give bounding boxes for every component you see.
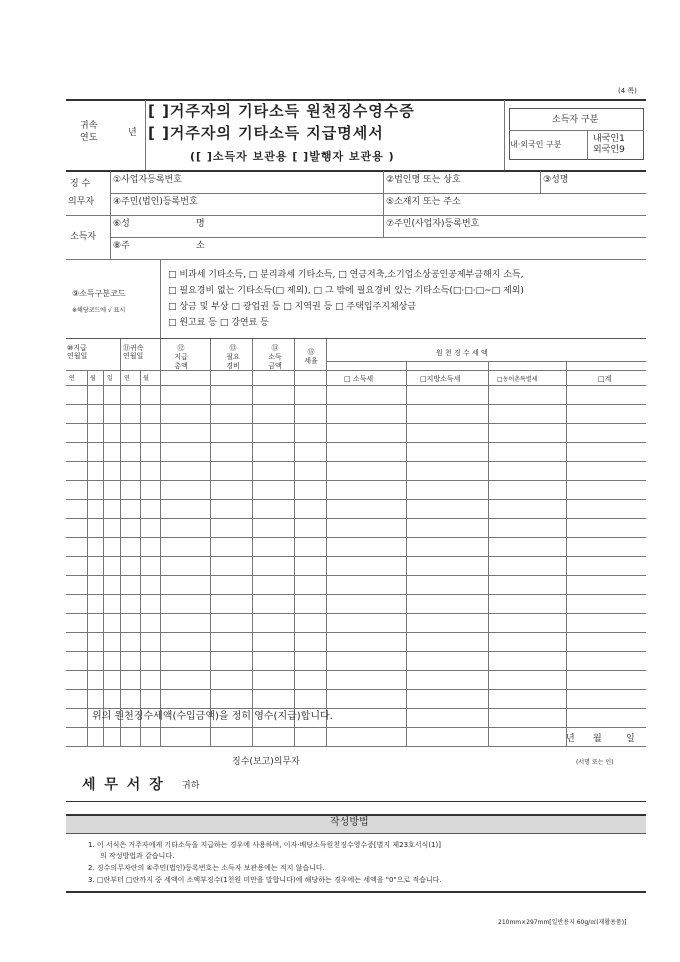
attribution-year-label-2: 연도 — [80, 133, 98, 143]
tax-income-check[interactable]: □ 소득세 — [344, 375, 374, 383]
field-recipient-name-suffix: 명 — [196, 219, 205, 229]
table-row[interactable] — [66, 613, 646, 632]
instructions-header: 작성방법 — [330, 817, 369, 828]
field-resident-reg-no[interactable]: ④주민(법인)등록번호 — [113, 197, 198, 207]
addressee: 귀하 — [182, 781, 200, 791]
table-row[interactable] — [66, 575, 646, 594]
title-receipt: [ ]거주자의 기타소득 원천징수영수증 — [148, 102, 415, 120]
col-expense: ⑬ 필요 경비 — [226, 344, 240, 370]
divider — [66, 170, 646, 172]
divider — [509, 130, 644, 131]
table-line — [66, 370, 646, 371]
sub-year: 연 — [69, 375, 75, 382]
divider — [145, 100, 146, 170]
sub-month-2: 월 — [143, 375, 149, 382]
tax-total-check[interactable]: □계 — [598, 375, 612, 383]
divider — [66, 259, 646, 260]
title-statement: [ ]거주자의 기타소득 지급명세서 — [148, 124, 384, 142]
sign-note[interactable]: (서명 또는 인) — [576, 759, 614, 766]
col-pay-total: ⑫ 지급 총액 — [174, 344, 188, 370]
divider — [66, 215, 646, 216]
divider — [110, 237, 646, 238]
col-withholding: 원 천 징 수 세 액 — [436, 349, 488, 357]
paper-spec: 210mm×297mm[일반용지 60g/㎡(재활용품)] — [498, 919, 627, 926]
col-rate: ⑮ 세율 — [304, 348, 318, 365]
table-row[interactable] — [66, 385, 646, 404]
sub-month: 월 — [90, 375, 96, 382]
table-row[interactable] — [66, 499, 646, 518]
field-recipient-address-suffix: 소 — [196, 241, 205, 251]
income-code-line3[interactable]: □ 상금 및 부상 □ 광업권 등 □ 지역권 등 □ 주택입주지체상금 — [168, 302, 417, 312]
field-business-reg-no[interactable]: ①사업자등록번호 — [113, 175, 182, 185]
page-marker: (4 쪽) — [618, 87, 637, 95]
year-suffix: 년 — [128, 128, 137, 138]
tax-office-label: 세 무 서 장 — [82, 777, 165, 793]
withholder-label-1: 징 수 — [70, 179, 91, 189]
sub-day: 일 — [107, 375, 113, 382]
field-recipient-address[interactable]: ⑧주 — [113, 241, 130, 251]
field-corp-name[interactable]: ②법인명 또는 상호 — [386, 175, 461, 185]
table-row[interactable] — [66, 423, 646, 442]
table-line — [66, 746, 646, 747]
divider — [66, 891, 646, 893]
table-row[interactable] — [66, 651, 646, 670]
receipt-statement: 위의 원천징수세액(수입금액)을 정히 영수(지급)합니다. — [92, 711, 333, 722]
recipient-label: 소득자 — [70, 232, 97, 242]
resident-option[interactable]: 내국인1 — [593, 134, 625, 144]
field-recipient-name[interactable]: ⑥성 — [113, 219, 130, 229]
divider — [383, 171, 384, 237]
col-income: ⑭ 소득 금액 — [268, 344, 282, 370]
table-row[interactable] — [66, 461, 646, 480]
divider — [540, 171, 541, 193]
divider — [110, 193, 646, 194]
table-row[interactable] — [66, 632, 646, 651]
date-day[interactable]: 일 — [626, 734, 635, 744]
withholder-label-2: 의무자 — [68, 197, 95, 207]
table-line — [326, 361, 646, 362]
copy-subtitle: ([ ]소득자 보관용 [ ]발행자 보관용 ) — [190, 150, 395, 163]
table-row[interactable] — [66, 480, 646, 499]
table-row[interactable] — [66, 727, 646, 746]
income-code-label: ⑨소득구분코드 — [72, 289, 126, 298]
income-code-line4[interactable]: □ 원고료 등 □ 강연료 등 — [168, 318, 269, 328]
divider — [504, 100, 505, 170]
divider — [587, 130, 588, 160]
income-code-line1[interactable]: □ 비과세 기타소득, □ 분리과세 기타소득, □ 연금저축,소기업소상공인공제부금해지 소득, — [168, 270, 524, 280]
table-row[interactable] — [66, 556, 646, 575]
income-code-line2[interactable]: □ 필요경비 없는 기타소득(□ 제외), □ 그 밖에 필요경비 있는 기타소득(□·□·□~□ 제외) — [168, 286, 524, 296]
divider — [160, 260, 161, 338]
table-row[interactable] — [66, 594, 646, 613]
date-year[interactable]: 년 — [566, 734, 575, 744]
col-pay-date: ⑩지급 연월일 — [67, 344, 88, 361]
residency-label: 내·외국인 구분 — [510, 140, 562, 149]
field-address[interactable]: ⑤소재지 또는 주소 — [386, 197, 461, 207]
tax-farm-check[interactable]: □농어촌특별세 — [497, 376, 538, 383]
tax-local-check[interactable]: □지방소득세 — [420, 375, 461, 383]
attribution-year-label-1: 귀속 — [80, 121, 98, 131]
divider — [66, 338, 646, 339]
table-row[interactable] — [66, 689, 646, 708]
instruction-1a: 1. 이 서식은 거주자에게 기타소득을 지급하는 경우에 사용하며, 이자·배당소득원천징수영수증[별지 제23호서식(1)] — [88, 841, 441, 849]
table-row[interactable] — [66, 518, 646, 537]
field-name[interactable]: ③성명 — [543, 175, 569, 185]
income-type-header: 소득자 구분 — [552, 115, 599, 125]
table-row[interactable] — [66, 442, 646, 461]
obligor-label: 징수(보고)의무자 — [232, 757, 300, 767]
col-attr-date: ⑪귀속 연월일 — [123, 344, 144, 361]
table-row[interactable] — [66, 670, 646, 689]
foreigner-option[interactable]: 외국인9 — [593, 145, 625, 155]
field-recipient-reg-no[interactable]: ⑦주민(사업자)등록번호 — [386, 219, 480, 229]
income-code-note: ※해당코드에 √ 표시 — [72, 307, 126, 314]
instruction-1b: 의 작성방법과 같습니다. — [100, 852, 175, 860]
instruction-2: 2. 징수의무자란의 ④주민(법인)등록번호는 소득자 보관용에는 적지 않습니다. — [88, 864, 325, 872]
table-row[interactable] — [66, 404, 646, 423]
sub-year-2: 연 — [124, 375, 130, 382]
instruction-3: 3. □란부터 □란까지 중 세액이 소액부징수(1천원 미만을 말합니다)에 해당하는 경우에는 세액을 "0"으로 적습니다. — [88, 876, 442, 884]
table-row[interactable] — [66, 537, 646, 556]
date-month[interactable]: 월 — [593, 734, 602, 744]
